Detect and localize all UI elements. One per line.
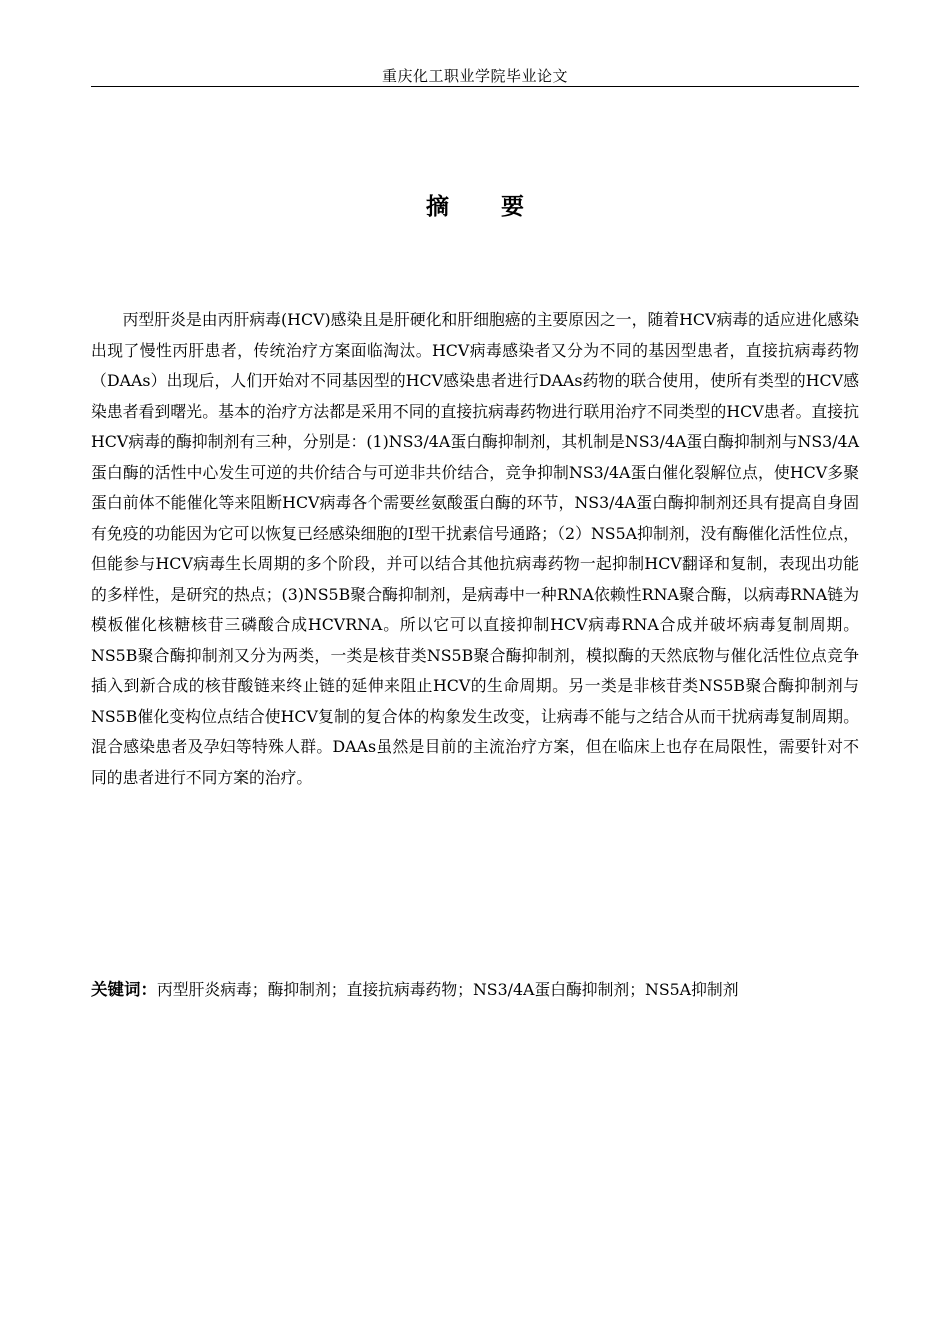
keywords-line (91, 975, 859, 1005)
header-rule (91, 86, 859, 87)
abstract-title: 摘 要 (425, 194, 546, 220)
keywords-label: 关键词： (91, 980, 157, 999)
keywords-value: 丙型肝炎病毒；酶抑制剂；直接抗病毒药物；NS3/4A蛋白酶抑制剂；NS5A抑制剂 (157, 980, 739, 999)
running-header: 重庆化工职业学院毕业论文 (381, 67, 568, 85)
abstract-body: 丙型肝炎是由丙肝病毒(HCV)感染且是肝硬化和肝细胞癌的主要原因之一，随着HCV病毒的适应进化感染出现了慢性丙肝患者，传统治疗方案面临淘汰。HCV病毒感染者又分为不同的基因型患者，直接抗病毒药物（DAAs）出现后，人们开始对不同基因型的HCV感染患者进行DAAs药物的联合使用，使所有类型的HCV感染患者看到曙光。基本的治疗方法都是采用不同的直接抗病毒药物进行联用治疗不同类型的HCV患者。直接抗HCV病毒的酶抑制剂有三种，分别是：(1)NS3/4A蛋白酶抑制剂，其机制是NS3/4A蛋白酶抑制剂与NS3/4A蛋白酶的活性中心发生可逆的共价结合与可逆非共价结合，竞争抑制NS3/4A蛋白催化裂解位点，使HCV多聚蛋白前体不能催化等来阻断HCV病毒各个需要丝氨酸蛋白酶的环节，NS3/4A蛋白酶抑制剂还具有提高自身固有免疫的功能因为它可以恢复已经感染细胞的Ⅰ型干扰素信号通路；（2）NS5A抑制剂，没有酶催化活性位点，但能参与HCV病毒生长周期的多个阶段，并可以结合其他抗病毒药物一起抑制HCV翻译和复制，表现出功能的多样性，是研究的热点；(3)NS5B聚合酶抑制剂，是病毒中一种RNA依赖性RNA聚合酶，以病毒RNA链为模板催化核糖核苷三磷酸合成HCVRNA。所以它可以直接抑制HCV病毒RNA合成并破坏病毒复制周期。NS5B聚合酶抑制剂又分为两类，一类是核苷类NS5B聚合酶抑制剂，模拟酶的天然底物与催化活性位点竞争插入到新合成的核苷酸链来终止链的延伸来阻止HCV的生命周期。另一类是非核苷类NS5B聚合酶抑制剂与NS5B催化变构位点结合使HCV复制的复合体的构象发生改变，让病毒不能与之结合从而干扰病毒复制周期。混合感染患者及孕妇等特殊人群。DAAs虽然是目前的主流治疗方案，但在临床上也存在局限性，需要针对不同的患者进行不同方案的治疗。 (91, 310, 859, 787)
